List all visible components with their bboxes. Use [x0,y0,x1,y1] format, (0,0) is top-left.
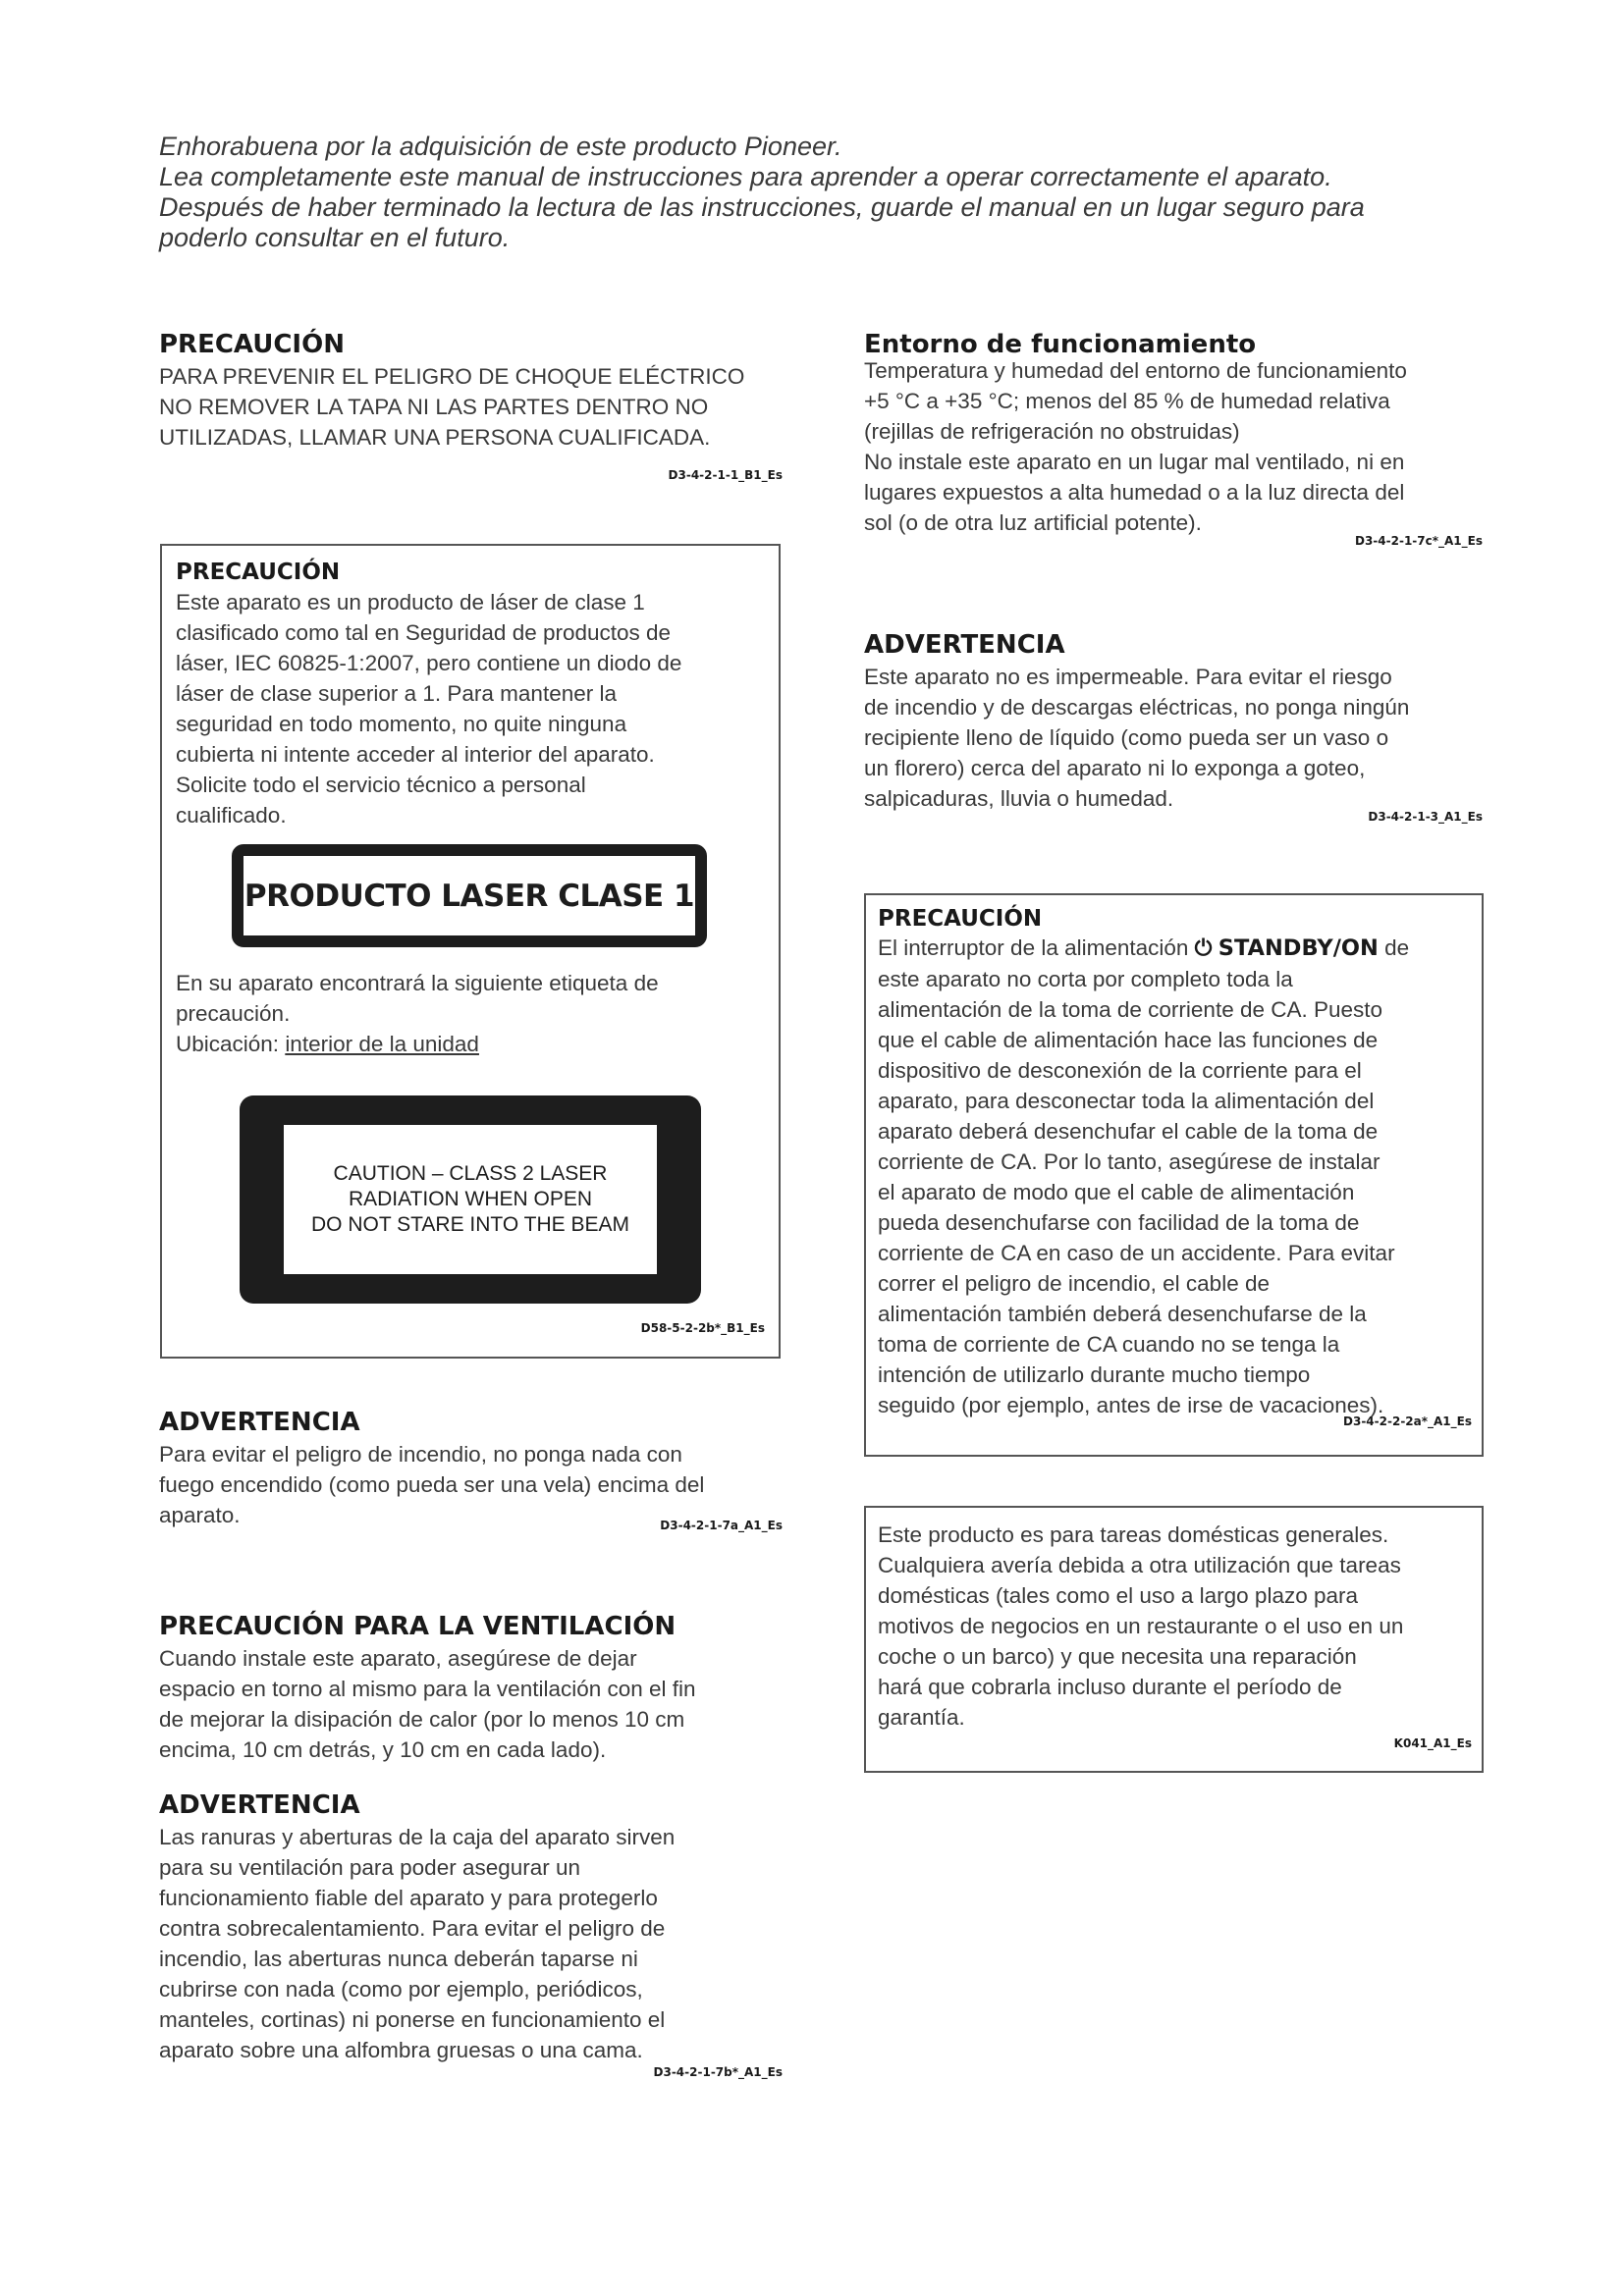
location-label: Ubicación: [176,1032,286,1056]
location-value: interior de la unidad [285,1032,479,1056]
caution-laser-label [240,1095,701,1304]
standby-on-label: STANDBY/ON [1218,935,1379,961]
body-line: seguido (por ejemplo, antes de irse de vacaciones). [878,1393,1384,1417]
body-line: este aparato no corta por completo toda la [878,967,1293,991]
box-body [878,933,1472,1420]
laser-class-label [232,844,707,947]
body-line: UTILIZADAS, LLAMAR UNA PERSONA CUALIFICADA. [159,425,711,450]
body-line: hará que cobrarla incluso durante el período de [878,1675,1342,1699]
section-title: PRECAUCIÓN [159,330,345,359]
body-line: domésticas (tales como el uso a largo plazo para [878,1583,1359,1608]
body-line: aparato, para desconectar toda la alimentación del [878,1089,1375,1113]
box-body [176,587,765,830]
body-line: láser de clase superior a 1. Para mantener la [176,681,617,706]
section-body [159,1643,783,1765]
section-title: ADVERTENCIA [159,1790,360,1820]
body-line: el aparato de modo que el cable de alimentación [878,1180,1355,1204]
body-line: +5 °C a +35 °C; menos del 85 % de humedad relativa [864,389,1390,413]
body-line: que el cable de alimentación hace las funciones de [878,1028,1379,1052]
section-title: ADVERTENCIA [864,630,1065,660]
body-line: aparato deberá desenchufar el cable de la toma de [878,1119,1379,1144]
section-body [159,1439,783,1530]
advertencia-water-section [864,628,1483,824]
reference-code: D3-4-2-1-7a_A1_Es [660,1519,783,1532]
body-line: cubrirse con nada (como por ejemplo, periódicos, [159,1977,643,2002]
caution-line: CAUTION – CLASS 2 LASER [333,1162,608,1185]
intro-text [159,132,1494,253]
body-line: alimentación también deberá desenchufarse de la [878,1302,1367,1326]
advertencia-ventilation-section [159,1789,783,2079]
body-line: cualificado. [176,803,287,828]
body-line: No instale este aparato en un lugar mal ventilado, ni en [864,450,1405,474]
body-line: Cuando instale este aparato, asegúrese de dejar [159,1646,637,1671]
body-line: encima, 10 cm detrás, y 10 cm en cada lado). [159,1737,607,1762]
box-body [878,1520,1472,1733]
section-title: PRECAUCIÓN PARA LA VENTILACIÓN [159,1612,677,1641]
reference-code: K041_A1_Es [1393,1736,1472,1750]
advertencia-fire-section [159,1406,783,1532]
body-line: manteles, cortinas) ni ponerse en funcionamiento el [159,2007,666,2032]
body-text: de [1378,935,1410,960]
body-line: un florero) cerca del aparato ni lo exponga a goteo, [864,756,1366,780]
body-line: Solicite todo el servicio técnico a personal [176,773,586,797]
body-text: El interruptor de la alimentación [878,935,1195,960]
body-line: láser, IEC 60825-1:2007, pero contiene un diodo de [176,651,682,675]
body-line: NO REMOVER LA TAPA NI LAS PARTES DENTRO NO [159,395,709,419]
body-line: para su ventilación para poder asegurar un [159,1855,581,1880]
body-line: coche o un barco) y que necesita una reparación [878,1644,1357,1669]
box-title: PRECAUCIÓN [176,560,341,585]
body-line: Temperatura y humedad del entorno de funcionamiento [864,358,1407,383]
body-line: Este aparato es un producto de láser de clase 1 [176,590,645,614]
body-line: salpicaduras, lluvia o humedad. [864,786,1174,811]
section-body [159,361,783,453]
box-title: PRECAUCIÓN [878,906,1043,932]
body-line: aparato sobre una alfombra gruesas o una cama. [159,2038,643,2062]
body-line: incendio, las aberturas nunca deberán taparse ni [159,1947,638,1971]
section-body [864,355,1483,538]
reference-code: D58-5-2-2b*_B1_Es [640,1321,765,1335]
standby-precaution-box [864,893,1484,1457]
laser-class-text: PRODUCTO LASER CLASE 1 [244,878,695,914]
reference-code: D3-4-2-2-2a*_A1_Es [1343,1415,1472,1428]
body-line: de incendio y de descargas eléctricas, no ponga ningún [864,695,1410,720]
power-icon: ⏻ [1194,935,1213,961]
reference-code: D3-4-2-1-1_B1_Es [668,468,783,482]
body-line: alimentación de la toma de corriente de CA. Puesto [878,997,1383,1022]
body-line: corriente de CA en caso de un accidente. Para evitar [878,1241,1395,1265]
domestic-use-box [864,1506,1484,1773]
body-line: corriente de CA. Por lo tanto, asegúrese de instalar [878,1149,1380,1174]
body-line: recipiente lleno de líquido (como pueda ser un vaso o [864,725,1389,750]
precaucion-electric-section [159,328,783,482]
body-line: clasificado como tal en Seguridad de productos de [176,620,672,645]
body-line: seguridad en todo momento, no quite ninguna [176,712,627,736]
body-line: correr el peligro de incendio, el cable de [878,1271,1270,1296]
section-body [864,662,1483,814]
body-line: cubierta ni intente acceder al interior del aparato. [176,742,655,767]
body-line: sol (o de otra luz artificial potente). [864,510,1202,535]
body-line: Este aparato no es impermeable. Para evitar el riesgo [864,665,1392,689]
intro-line: poderlo consultar en el futuro. [159,223,511,252]
section-body [159,1822,783,2065]
caution-line: DO NOT STARE INTO THE BEAM [311,1213,629,1236]
caution-line: RADIATION WHEN OPEN [348,1188,593,1210]
body-line: toma de corriente de CA cuando no se tenga la [878,1332,1340,1357]
ventilacion-section [159,1610,783,1765]
body-line: motivos de negocios en un restaurante o el uso en un [878,1614,1404,1638]
body-line: garantía. [878,1705,965,1730]
body-line: intención de utilizarlo durante mucho tiempo [878,1362,1311,1387]
body-line: Este producto es para tareas domésticas generales. [878,1522,1389,1547]
body-line: Para evitar el peligro de incendio, no ponga nada con [159,1442,682,1467]
reference-code: D3-4-2-1-3_A1_Es [1368,810,1483,824]
body-line: precaución. [176,1001,291,1026]
label-description [176,968,765,1059]
body-line: funcionamiento fiable del aparato y para protegerlo [159,1886,658,1910]
body-line: lugares expuestos a alta humedad o a la luz directa del [864,480,1405,505]
body-line: fuego encendido (como pueda ser una vela) encima del [159,1472,705,1497]
body-line: pueda desenchufarse con facilidad de la toma de [878,1210,1360,1235]
body-line [878,933,1472,964]
intro-line: Después de haber terminado la lectura de las instrucciones, guarde el manual en un lugar seguro para [159,192,1365,222]
section-title: Entorno de funcionamiento [864,330,1257,359]
body-line: aparato. [159,1503,241,1527]
body-line: Cualquiera avería debida a otra utilización que tareas [878,1553,1401,1577]
intro-line: Lea completamente este manual de instrucciones para aprender a operar correctamente el aparato. [159,162,1332,191]
section-title: ADVERTENCIA [159,1408,360,1437]
body-line: (rejillas de refrigeración no obstruidas) [864,419,1240,444]
location-line [176,1029,765,1059]
reference-code: D3-4-2-1-7b*_A1_Es [653,2065,783,2079]
body-line: espacio en torno al mismo para la ventilación con el fin [159,1677,696,1701]
body-line: contra sobrecalentamiento. Para evitar el peligro de [159,1916,666,1941]
body-line: de mejorar la disipación de calor (por lo menos 10 cm [159,1707,685,1732]
body-line: PARA PREVENIR EL PELIGRO DE CHOQUE ELÉCTRICO [159,364,745,389]
intro-line: Enhorabuena por la adquisición de este producto Pioneer. [159,132,842,161]
body-line: Las ranuras y aberturas de la caja del aparato sirven [159,1825,676,1849]
body-line: dispositivo de desconexión de la corriente para el [878,1058,1362,1083]
body-line: En su aparato encontrará la siguiente etiqueta de [176,971,659,995]
reference-code: D3-4-2-1-7c*_A1_Es [1355,534,1483,548]
entorno-section [864,328,1483,548]
